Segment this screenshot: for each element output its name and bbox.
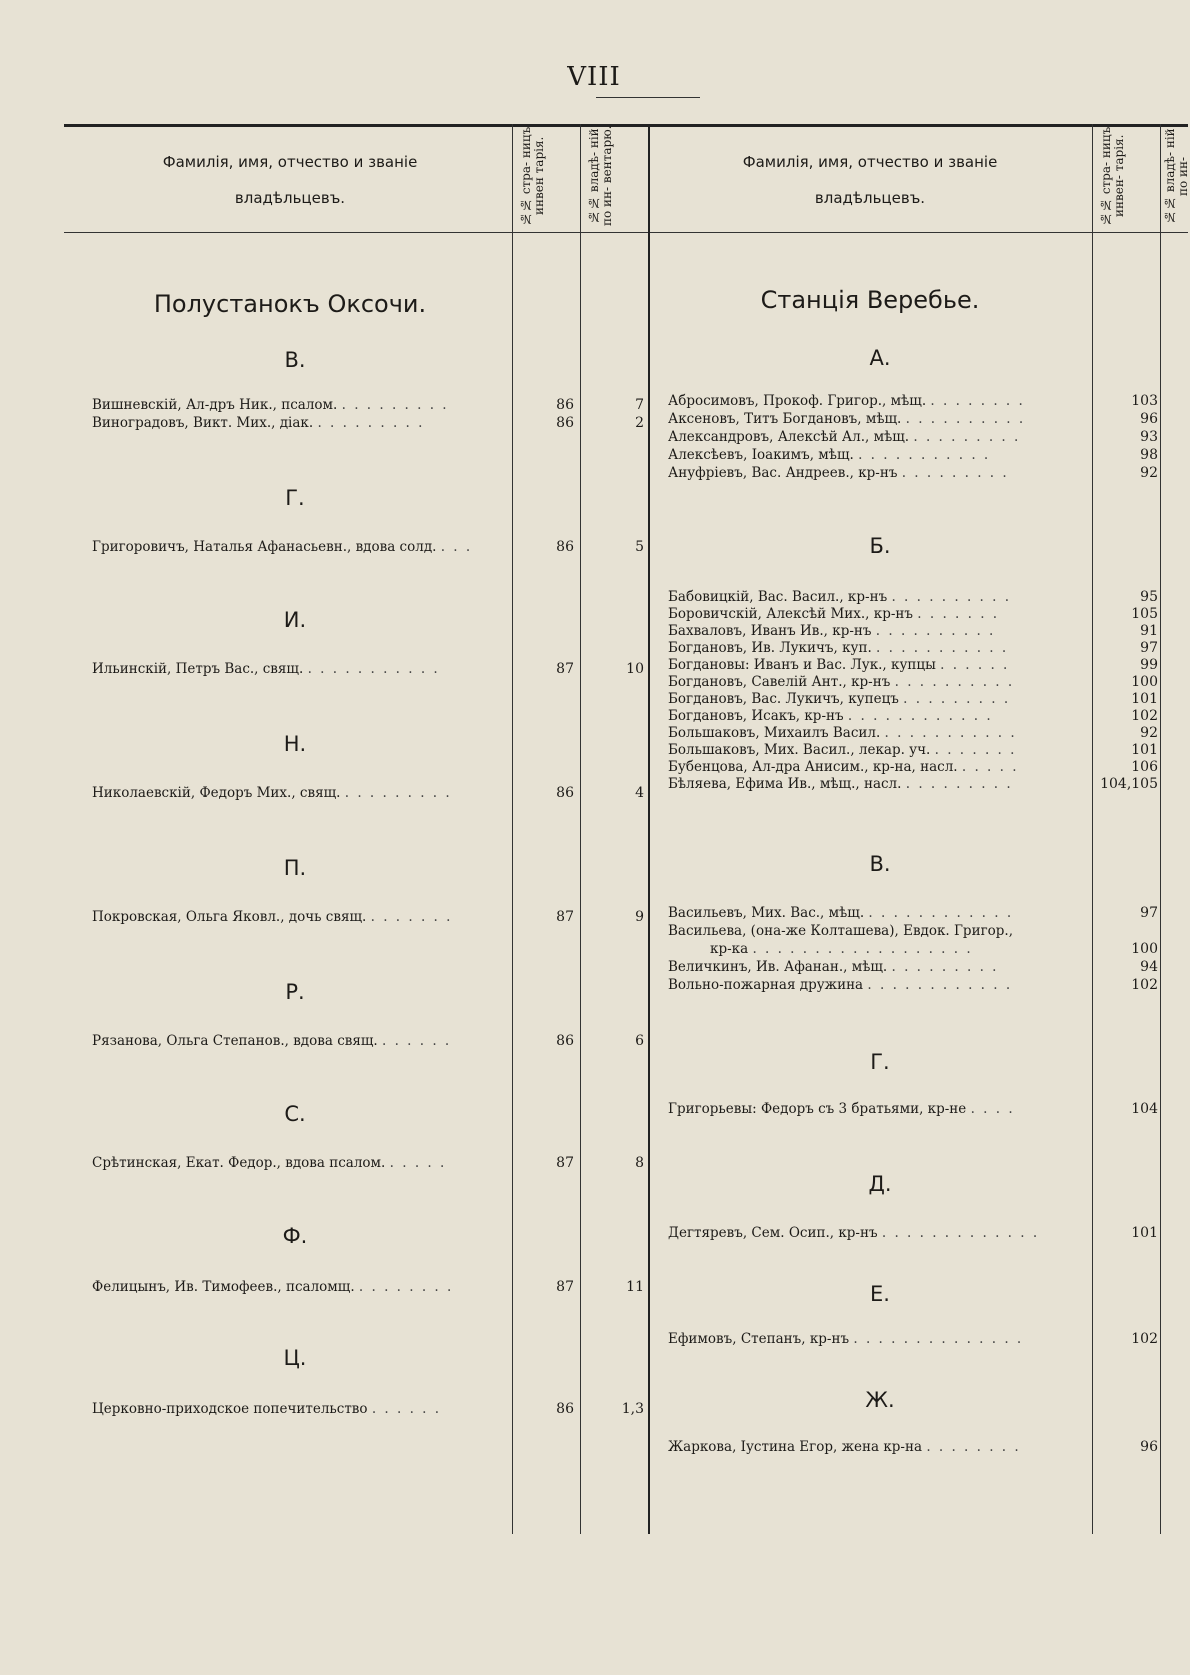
- right-entry-page: 102: [1131, 977, 1158, 993]
- left-entry-page: 87: [556, 1279, 574, 1295]
- right-entry-page: 92: [1140, 465, 1158, 481]
- right-entry-name: Ануфріевъ, Вас. Андреев., кр-нъ . . . . . . . . .: [668, 465, 1009, 481]
- right-entry-page: 93: [1140, 429, 1158, 445]
- right-entry-page: 101: [1131, 1225, 1158, 1241]
- left-letter: Ц.: [283, 1346, 307, 1370]
- left-header-subtitle: владѣльцевъ.: [234, 189, 346, 207]
- page-number-rule: [596, 97, 700, 98]
- left-entry-name: Николаевскій, Федоръ Мих., свящ. . . . . . . . . .: [92, 785, 452, 801]
- left-entry-page: 86: [556, 1033, 574, 1049]
- right-entry-page: 101: [1131, 742, 1158, 758]
- right-entry-name: Васильева, (она-же Колташева), Евдок. Григор.,: [668, 923, 1014, 939]
- right-entry-name: Дегтяревъ, Сем. Осип., кр-нъ . . . . . . . . . . . . .: [668, 1225, 1040, 1241]
- left-entry-owner: 11: [626, 1279, 644, 1295]
- right-pages-rule: [1092, 124, 1093, 1534]
- right-entry-name: Ефимовъ, Степанъ, кр-нъ . . . . . . . . . . . . . .: [668, 1331, 1024, 1347]
- right-entry-page: 98: [1140, 447, 1158, 463]
- left-letter: Ф.: [282, 1224, 308, 1248]
- right-entry-page: 97: [1140, 905, 1158, 921]
- right-entry-page: 100: [1131, 941, 1158, 957]
- right-entry-page: 102: [1131, 708, 1158, 724]
- center-rule: [648, 124, 650, 769]
- right-entry-page: 102: [1131, 1331, 1158, 1347]
- left-pages-rule-lower: [512, 769, 513, 1534]
- right-entry-page: 96: [1140, 411, 1158, 427]
- left-entry-owner: 2: [635, 415, 644, 431]
- right-entry-page: 92: [1140, 725, 1158, 741]
- left-owners-rule: [580, 124, 581, 769]
- right-letter: Д.: [868, 1172, 892, 1196]
- right-entry-name: Богдановъ, Исакъ, кр-нъ . . . . . . . . . . . .: [668, 708, 993, 724]
- right-col-pages-header: №№ стра- ницъ инвен- тарія.: [1099, 126, 1126, 226]
- right-entry-name: Александровъ, Алексѣй Ал., мѣщ. . . . . . . . . .: [668, 429, 1021, 445]
- left-entry-name: Фелицынъ, Ив. Тимофеев., псаломщ. . . . . . . . .: [92, 1279, 454, 1295]
- right-entry-name: Бѣляева, Ефима Ив., мѣщ., насл. . . . . . . . . .: [668, 776, 1013, 792]
- right-entry-name: Большаковъ, Мих. Васил., лекар. уч. . . . . . . .: [668, 742, 1017, 758]
- left-entry-name: Виноградовъ, Викт. Мих., діак. . . . . . . . . .: [92, 415, 425, 431]
- left-entry-page: 87: [556, 661, 574, 677]
- left-pages-rule: [512, 124, 513, 769]
- right-letter: А.: [869, 346, 891, 370]
- right-entry-name: кр-ка . . . . . . . . . . . . . . . . . .: [710, 941, 973, 957]
- right-entry-page: 105: [1131, 606, 1158, 622]
- page-number: VIII: [567, 62, 621, 92]
- right-entry-name: Боровичскій, Алексѣй Мих., кр-нъ . . . . . . .: [668, 606, 1000, 622]
- right-entry-page: 95: [1140, 589, 1158, 605]
- left-col-owners-header: №№ владѣ- ній по ин- вентарю.: [587, 125, 614, 227]
- left-entry-owner: 5: [635, 539, 644, 555]
- right-station-title: Станція Веребье.: [760, 286, 980, 314]
- right-entry-name: Бахваловъ, Иванъ Ив., кр-нъ . . . . . . . . . .: [668, 623, 996, 639]
- left-letter: И.: [283, 608, 307, 632]
- right-header: [660, 144, 1080, 216]
- left-entry-owner: 4: [635, 785, 644, 801]
- right-entry-name: Алексѣевъ, Іоакимъ, мѣщ. . . . . . . . . . . .: [668, 447, 991, 463]
- right-entry-page: 96: [1140, 1439, 1158, 1455]
- left-entry-page: 86: [556, 415, 574, 431]
- right-letter: Ж.: [865, 1388, 895, 1412]
- right-entry-name: Богдановы: Иванъ и Вас. Лук., купцы . . . . . .: [668, 657, 1010, 673]
- right-col-owners-header: №№ владѣ- ній по ин-: [1163, 128, 1190, 224]
- right-entry-name: Богдановъ, Савелій Ант., кр-нъ . . . . . . . . . .: [668, 674, 1015, 690]
- right-entry-name: Аксеновъ, Титъ Богдановъ, мѣщ. . . . . . . . . . .: [668, 411, 1026, 427]
- right-entry-name: Абросимовъ, Прокоф. Григор., мѣщ. . . . . . . . .: [668, 393, 1025, 409]
- left-entry-page: 87: [556, 1155, 574, 1171]
- left-station-title: Полустанокъ Оксочи.: [153, 290, 427, 318]
- right-entry-name: Богдановъ, Ив. Лукичъ, куп. . . . . . . . . . . .: [668, 640, 1009, 656]
- left-entry-name: Церковно-приходское попечительство . . . . . .: [92, 1401, 442, 1417]
- left-header: [80, 144, 500, 216]
- left-letter: В.: [284, 348, 306, 372]
- right-entry-name: Величкинъ, Ив. Афанан., мѣщ. . . . . . . . . .: [668, 959, 999, 975]
- left-letter: С.: [284, 1102, 306, 1126]
- left-entry-owner: 8: [635, 1155, 644, 1171]
- right-entry-name: Большаковъ, Михаилъ Васил. . . . . . . . . . . .: [668, 725, 1017, 741]
- left-entry-owner: 7: [635, 397, 644, 413]
- left-entry-page: 86: [556, 1401, 574, 1417]
- right-entry-page: 91: [1140, 623, 1158, 639]
- left-entry-owner: 10: [626, 661, 644, 677]
- right-entry-name: Жаркова, Іустина Егор, жена кр-на . . . . . . . .: [668, 1439, 1021, 1455]
- right-entry-name: Бабовицкій, Вас. Васил., кр-нъ . . . . . . . . . .: [668, 589, 1012, 605]
- header-rule: [64, 232, 1188, 233]
- left-entry-owner: 6: [635, 1033, 644, 1049]
- left-header-title: Фамилія, имя, отчество и званіе: [162, 153, 418, 171]
- left-owners-rule-lower: [580, 769, 581, 1534]
- right-entry-name: Васильевъ, Мих. Вас., мѣщ. . . . . . . . . . . . .: [668, 905, 1014, 921]
- right-entry-page: 99: [1140, 657, 1158, 673]
- left-entry-page: 86: [556, 539, 574, 555]
- left-entry-name: Ильинскій, Петръ Вас., свящ. . . . . . . . . . . .: [92, 661, 440, 677]
- right-entry-page: 104: [1131, 1101, 1158, 1117]
- left-entry-name: Срѣтинская, Екат. Федор., вдова псалом. . . . . .: [92, 1155, 447, 1171]
- left-letter: Г.: [285, 486, 305, 510]
- left-entry-name: Покровская, Ольга Яковл., дочь свящ. . . . . . . .: [92, 909, 453, 925]
- right-letter: В.: [869, 852, 891, 876]
- right-entry-name: Бубенцова, Ал-дра Анисим., кр-на, насл. . . . . .: [668, 759, 1019, 775]
- right-letter: Е.: [870, 1282, 890, 1306]
- left-entry-name: Григоровичъ, Наталья Афанасьевн., вдова солд. . . .: [92, 539, 473, 555]
- left-entry-owner: 1,3: [621, 1401, 644, 1417]
- right-header-subtitle: владѣльцевъ.: [814, 189, 926, 207]
- left-entry-name: Рязанова, Ольга Степанов., вдова свящ. . . . . . .: [92, 1033, 452, 1049]
- right-entry-page: 106: [1131, 759, 1158, 775]
- left-entry-owner: 9: [635, 909, 644, 925]
- left-col-pages-header: №№ стра- ницъ инвен тарія.: [519, 126, 546, 226]
- right-letter: Г.: [870, 1050, 890, 1074]
- right-entry-page: 103: [1131, 393, 1158, 409]
- left-entry-page: 87: [556, 909, 574, 925]
- left-letter: П.: [283, 856, 307, 880]
- left-letter: Р.: [285, 980, 305, 1004]
- left-entry-page: 86: [556, 785, 574, 801]
- center-rule-lower: [648, 769, 650, 1534]
- right-owners-rule: [1160, 124, 1161, 1534]
- right-entry-page: 100: [1131, 674, 1158, 690]
- right-entry-name: Богдановъ, Вас. Лукичъ, купецъ . . . . . . . . .: [668, 691, 1011, 707]
- left-entry-page: 86: [556, 397, 574, 413]
- right-entry-page: 94: [1140, 959, 1158, 975]
- right-header-title: Фамилія, имя, отчество и званіе: [742, 153, 998, 171]
- right-entry-page: 104,105: [1100, 776, 1158, 792]
- right-entry-page: 101: [1131, 691, 1158, 707]
- right-entry-name: Вольно-пожарная дружина . . . . . . . . . . . .: [668, 977, 1013, 993]
- left-letter: Н.: [283, 732, 307, 756]
- right-entry-page: 97: [1140, 640, 1158, 656]
- left-entry-name: Вишневскій, Ал-дръ Ник., псалом. . . . . . . . . .: [92, 397, 449, 413]
- right-letter: Б.: [869, 534, 891, 558]
- right-entry-name: Григорьевы: Федоръ съ 3 братьями, кр-не . . . .: [668, 1101, 1015, 1117]
